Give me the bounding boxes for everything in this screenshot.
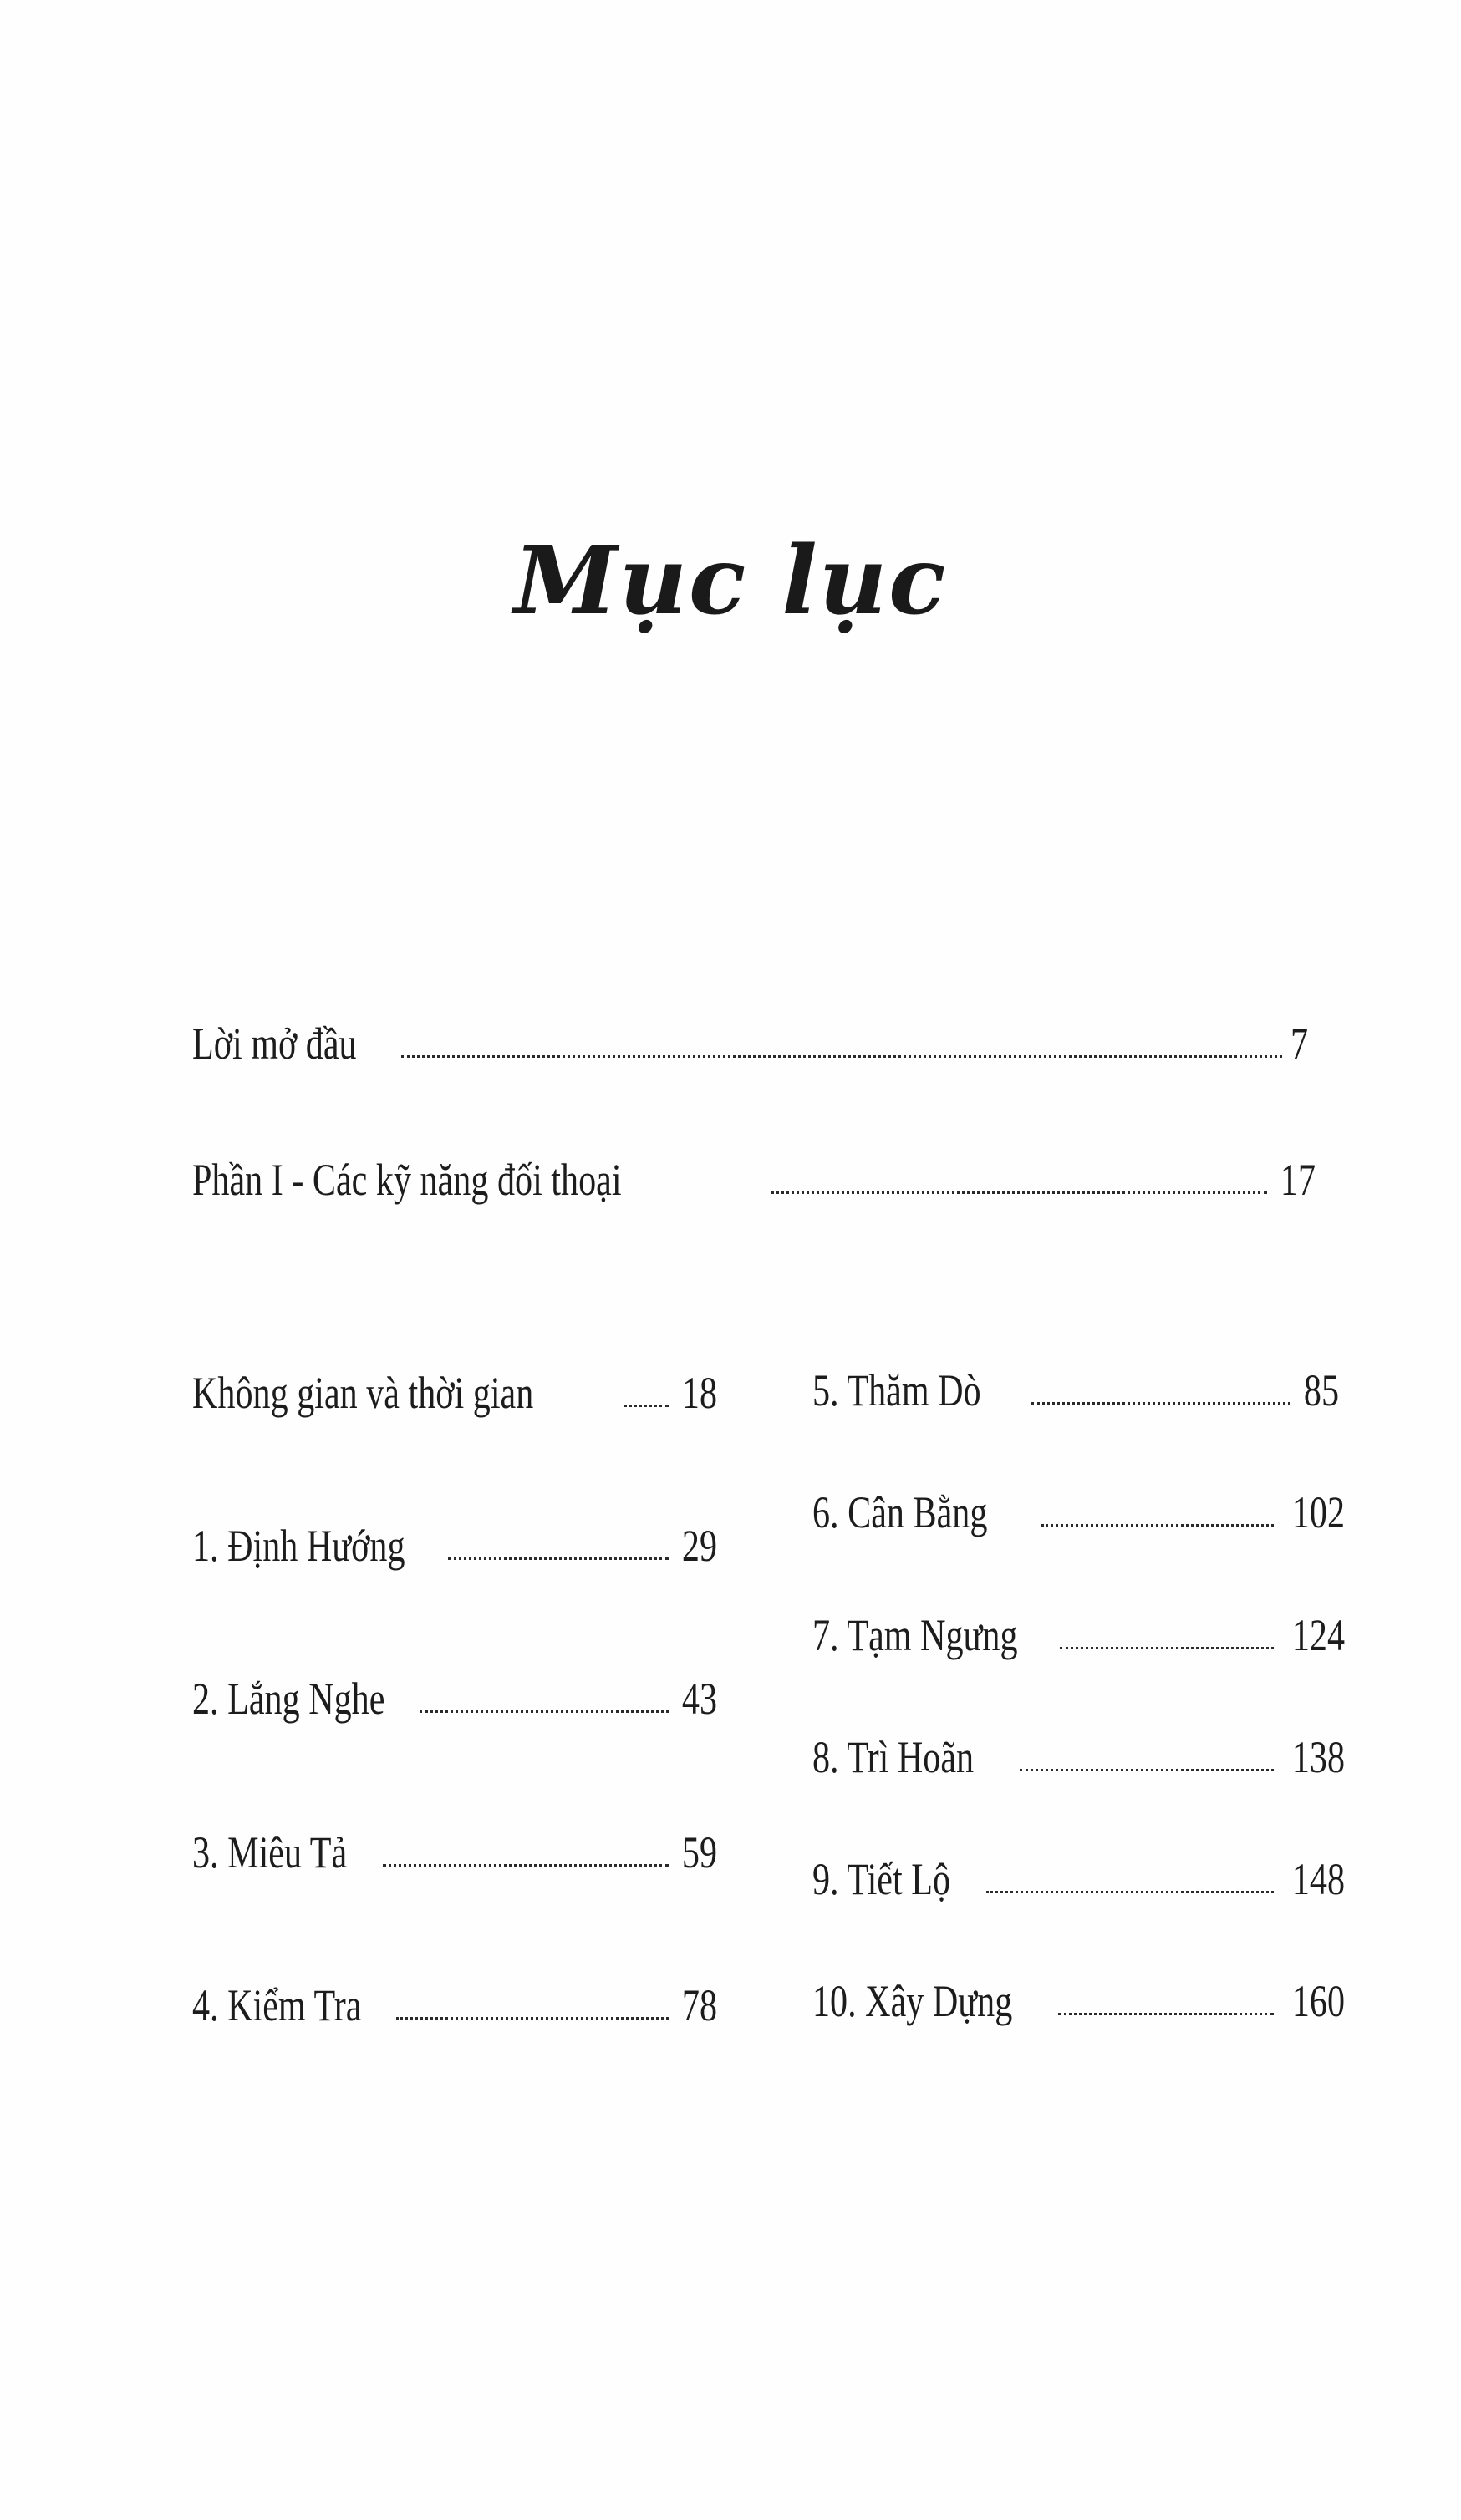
toc-entry-page: 138 [1291,1732,1345,1782]
toc-entry-page: 102 [1291,1487,1345,1537]
toc-entry-page: 59 [681,1827,717,1877]
toc-entry-label: 8. Trì Hoãn [812,1732,975,1782]
dot-leader [420,1710,669,1713]
toc-entry-label: 10. Xây Dựng [812,1976,1013,2026]
dot-leader [771,1191,1267,1194]
toc-entry-right-0 [812,1365,1339,1415]
page-title: Mục lục [513,526,948,636]
dot-leader [401,1055,1282,1058]
toc-entry-left-1 [192,1521,717,1571]
toc-entry-label: 6. Cân Bằng [812,1487,988,1537]
toc-entry-label: 3. Miêu Tả [192,1827,348,1877]
toc-entry-right-4 [812,1854,1345,1904]
toc-entry-left-0 [192,1368,717,1418]
toc-entry-left-3 [192,1827,717,1877]
toc-entry-page: 124 [1291,1610,1345,1660]
toc-entry-intro-0 [192,1019,1308,1069]
toc-entry-page: 17 [1280,1155,1316,1205]
toc-entry-page: 85 [1303,1365,1339,1415]
toc-entry-label: Lời mở đầu [192,1019,357,1069]
toc-entry-left-4 [192,1980,717,2030]
toc-entry-right-2 [812,1610,1345,1660]
toc-entry-label: 7. Tạm Ngưng [812,1610,1018,1660]
dot-leader [383,1864,669,1867]
dot-leader [1041,1524,1274,1527]
dot-leader [1020,1769,1274,1771]
dot-leader [1060,1647,1274,1649]
toc-entry-label: 1. Định Hướng [192,1521,405,1571]
toc-entry-right-5 [812,1976,1345,2026]
toc-entry-page: 43 [681,1674,717,1724]
toc-entry-label: 9. Tiết Lộ [812,1854,951,1904]
toc-entry-label: 5. Thăm Dò [812,1365,981,1415]
toc-entry-intro-1 [192,1155,1316,1205]
toc-entry-label: Phần I - Các kỹ năng đối thoại [192,1155,622,1205]
dot-leader [986,1891,1274,1893]
toc-entry-label: Không gian và thời gian [192,1368,534,1418]
dot-leader [624,1405,669,1407]
toc-entry-page: 148 [1291,1854,1345,1904]
toc-entry-page: 78 [681,1980,717,2030]
toc-entry-page: 7 [1290,1019,1308,1069]
toc-entry-page: 18 [681,1368,717,1418]
toc-entry-left-2 [192,1674,717,1724]
toc-entry-page: 160 [1291,1976,1345,2026]
toc-entry-page: 29 [681,1521,717,1571]
dot-leader [396,2017,669,2020]
toc-entry-right-3 [812,1732,1345,1782]
toc-entry-label: 2. Lắng Nghe [192,1674,385,1724]
dot-leader [448,1557,669,1560]
dot-leader [1058,2013,1274,2015]
toc-entry-label: 4. Kiểm Tra [192,1980,362,2030]
toc-entry-right-1 [812,1487,1345,1537]
dot-leader [1031,1402,1290,1405]
